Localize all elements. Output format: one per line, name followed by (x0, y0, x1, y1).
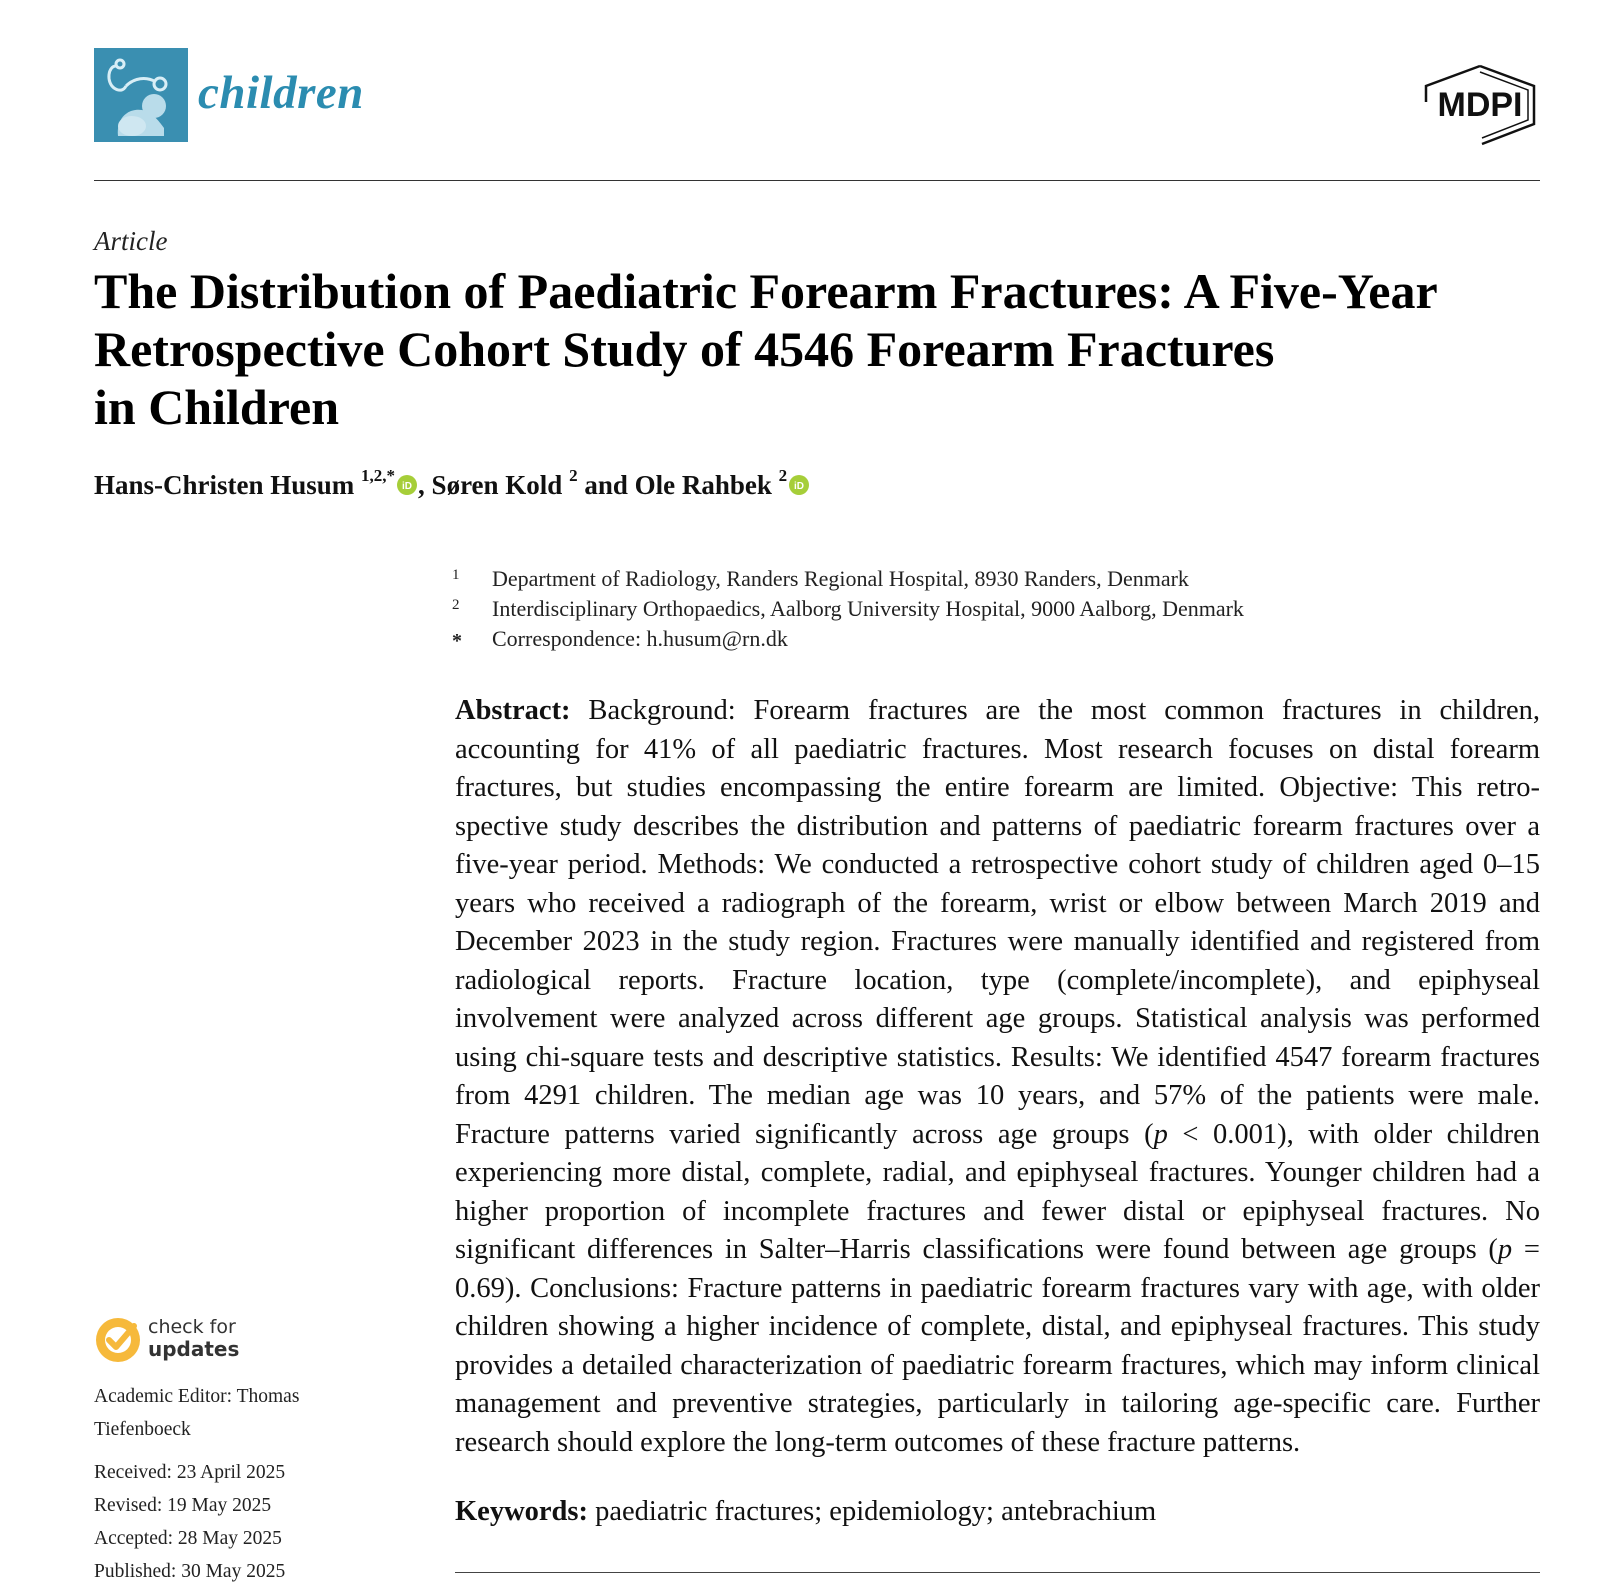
author-separator: , (418, 470, 432, 500)
article-type: Article (94, 226, 168, 256)
p-symbol: p (1153, 1118, 1168, 1150)
journal-name: children (198, 67, 364, 119)
abstract-text: Background: Forearm fractures are the most common fractures in children, accounting for 41% of all paediatric fractures. Most research focuses on distal forearm fractures, but studies encompassing the entire forearm are limited. Objective: This retrospective study describes the distribution and patterns of paediatric forearm fractures over a five-year period. Methods: We conducted a retrospective cohort study of children aged 0–15 years who received a radiograph of the forearm, wrist or elbow between March 2019 and December 2023 in the study region. Fractures were manually identified and registered from radiological reports. Fracture location, type (complete/incomplete), and epiphyseal involvement were analyzed across different age groups. Statistical analysis was performed using chi-square tests and descriptive statistics. Results: We identified 4547 forearm fractures from 4291 children. The median age was 10 years, and 57% of the patients were male. Fracture patterns varied significantly across age groups ( (455, 695, 1540, 1150)
affiliation-item (452, 594, 1244, 624)
updates-text: updates (148, 1337, 240, 1361)
title-line: Retrospective Cohort Study of 4546 Forearm Fractures (94, 321, 1275, 377)
correspondence-mark: * (452, 630, 462, 652)
journal-logo-icon (94, 48, 188, 142)
svg-text:iD: iD (402, 480, 413, 492)
author-separator: and (577, 470, 635, 500)
title-line: The Distribution of Paediatric Forearm Fractures: A Five-Year (94, 263, 1438, 319)
abstract (455, 692, 1540, 1462)
affiliation-mark: 1 (452, 567, 460, 583)
check-for-updates-icon[interactable] (94, 1316, 142, 1364)
author-affiliation-marks: 2 (778, 466, 788, 485)
orcid-icon[interactable] (396, 474, 418, 496)
author-list (94, 466, 810, 501)
mdpi-logo (1420, 62, 1540, 146)
check-for-text: check for (148, 1316, 236, 1338)
author-name[interactable]: Hans-Christen Husum (94, 470, 355, 500)
abstract-label: Abstract: (455, 695, 571, 726)
keywords (455, 1496, 1156, 1528)
correspondence-text[interactable]: Correspondence: h.husum@rn.dk (492, 626, 788, 651)
correspondence-item (452, 624, 1244, 654)
mdpi-logo-text: MDPI (1437, 86, 1523, 124)
article-title (94, 262, 1534, 436)
affiliation-text: Department of Radiology, Randers Regional Hospital, 8930 Randers, Denmark (492, 566, 1189, 591)
author-affiliation-marks: 2 (569, 466, 578, 485)
author-name[interactable]: Ole Rahbek (634, 470, 772, 500)
abstract-divider (455, 1572, 1540, 1573)
revised-date: Revised: 19 May 2025 (94, 1495, 272, 1516)
author-name[interactable]: Søren Kold (431, 470, 563, 500)
author-affiliation-marks: 1,2,* (361, 466, 396, 485)
p-symbol: p (1497, 1234, 1513, 1265)
article-info-sidebar (94, 1380, 394, 1588)
abstract-text: = 0.69). Conclusions: Fracture patterns in paediatric forearm fractures vary with age, with older children showing a higher incidence of complete, distal, and epiphyseal fractures. This study provides a detailed characterization of paediatric forearm fractures, which may inform clinical management and preventive strategies, particularly in tailoring age-specific care. Further research should explore the long-term outcomes of these fracture patterns. (455, 1234, 1540, 1458)
svg-text:iD: iD (794, 480, 805, 492)
received-date: Received: 23 April 2025 (94, 1462, 286, 1483)
title-line: in Children (94, 379, 339, 435)
affiliation-item (452, 564, 1244, 594)
header-divider (94, 180, 1540, 181)
keywords-label: Keywords: (455, 1496, 588, 1527)
academic-editor: Academic Editor: Thomas Tiefenboeck (94, 1386, 300, 1440)
check-for-updates-label[interactable] (148, 1316, 239, 1360)
keywords-text: paediatric fractures; epidemiology; antebrachium (587, 1496, 1157, 1527)
accepted-date: Accepted: 28 May 2025 (94, 1528, 282, 1549)
published-date: Published: 30 May 2025 (94, 1561, 286, 1582)
affiliation-text: Interdisciplinary Orthopaedics, Aalborg University Hospital, 9000 Aalborg, Denmark (492, 596, 1244, 621)
affiliations (452, 564, 1244, 654)
orcid-icon[interactable] (788, 474, 810, 496)
affiliation-mark: 2 (452, 597, 460, 613)
abstract-text: < 0.001), with older children experiencing more distal, complete, radial, and epiphyseal fractures. Younger children had a higher proportion of incomplete fractures and fewer distal or epiphyseal fractures. No significant differences in Salter–Harris classifications were found between age groups ( (455, 1118, 1540, 1265)
